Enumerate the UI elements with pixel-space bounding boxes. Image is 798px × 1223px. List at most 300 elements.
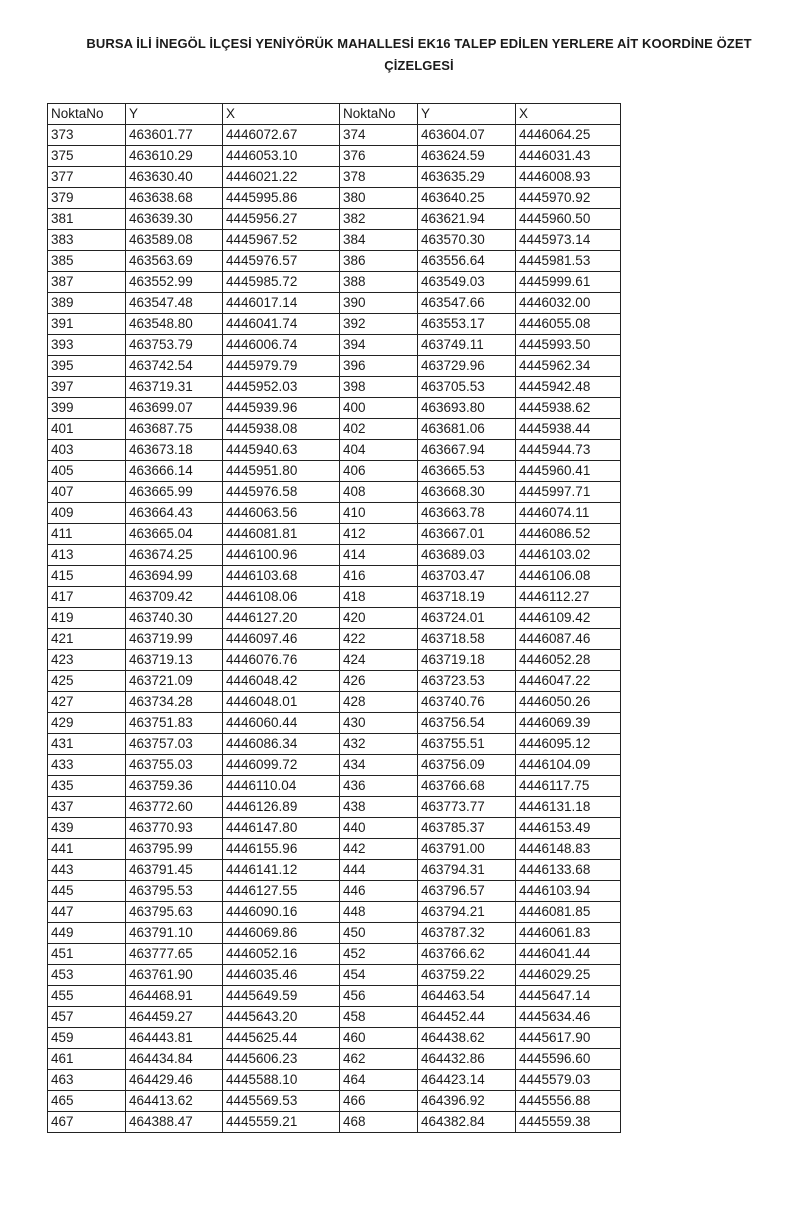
table-row (48, 608, 621, 629)
table-cell: 429 (48, 713, 126, 734)
table-cell: 4445588.10 (223, 1070, 340, 1091)
table-cell: 403 (48, 440, 126, 461)
table-cell: 388 (340, 272, 418, 293)
table-cell: 428 (340, 692, 418, 713)
table-cell: 423 (48, 650, 126, 671)
table-cell: 438 (340, 797, 418, 818)
table-cell: 4445944.73 (516, 440, 621, 461)
table-cell: 463753.79 (126, 335, 223, 356)
table-cell: 408 (340, 482, 418, 503)
table-cell: 463667.01 (418, 524, 516, 545)
table-cell: 420 (340, 608, 418, 629)
table-cell: 463639.30 (126, 209, 223, 230)
table-cell: 459 (48, 1028, 126, 1049)
table-cell: 415 (48, 566, 126, 587)
table-cell: 4445569.53 (223, 1091, 340, 1112)
table-cell: 4446095.12 (516, 734, 621, 755)
table-row (48, 188, 621, 209)
table-cell: 463665.04 (126, 524, 223, 545)
table-cell: 4445647.14 (516, 986, 621, 1007)
table-row (48, 1112, 621, 1133)
table-row (48, 1049, 621, 1070)
table-row (48, 167, 621, 188)
table-cell: 4446108.06 (223, 587, 340, 608)
table-cell: 4446008.93 (516, 167, 621, 188)
table-cell: 433 (48, 755, 126, 776)
table-row (48, 335, 621, 356)
table-row (48, 251, 621, 272)
table-cell: 463794.31 (418, 860, 516, 881)
table-row (48, 503, 621, 524)
table-row (48, 419, 621, 440)
table-cell: 449 (48, 923, 126, 944)
table-cell: 441 (48, 839, 126, 860)
table-cell: 393 (48, 335, 126, 356)
table-cell: 430 (340, 713, 418, 734)
table-row (48, 1070, 621, 1091)
table-cell: 4445942.48 (516, 377, 621, 398)
table-cell: 463756.54 (418, 713, 516, 734)
table-cell: 463601.77 (126, 125, 223, 146)
table-cell: 457 (48, 1007, 126, 1028)
table-cell: 4446103.68 (223, 566, 340, 587)
table-cell: 4446117.75 (516, 776, 621, 797)
table-cell: 462 (340, 1049, 418, 1070)
table-cell: 405 (48, 461, 126, 482)
table-cell: 463721.09 (126, 671, 223, 692)
table-cell: 4446090.16 (223, 902, 340, 923)
table-cell: 463673.18 (126, 440, 223, 461)
table-cell: 395 (48, 356, 126, 377)
table-row (48, 923, 621, 944)
table-cell: 463610.29 (126, 146, 223, 167)
table-cell: 375 (48, 146, 126, 167)
table-cell: 424 (340, 650, 418, 671)
table-cell: 4446052.28 (516, 650, 621, 671)
table-cell: 4445993.50 (516, 335, 621, 356)
table-cell: 4446041.44 (516, 944, 621, 965)
table-row (48, 293, 621, 314)
table-row (48, 146, 621, 167)
table-cell: 419 (48, 608, 126, 629)
table-cell: 387 (48, 272, 126, 293)
table-cell: 4445976.57 (223, 251, 340, 272)
table-header-row (48, 104, 621, 125)
table-cell: 4446131.18 (516, 797, 621, 818)
table-row (48, 314, 621, 335)
table-cell: 463719.13 (126, 650, 223, 671)
table-cell: 464443.81 (126, 1028, 223, 1049)
table-cell: 4445970.92 (516, 188, 621, 209)
table-cell: 4446109.42 (516, 608, 621, 629)
table-cell: 463751.83 (126, 713, 223, 734)
table-row (48, 734, 621, 755)
table-cell: 463718.19 (418, 587, 516, 608)
table-cell: 463759.36 (126, 776, 223, 797)
table-row (48, 1007, 621, 1028)
table-cell: 4445634.46 (516, 1007, 621, 1028)
table-cell: 463689.03 (418, 545, 516, 566)
table-cell: 4446072.67 (223, 125, 340, 146)
table-cell: 4446127.55 (223, 881, 340, 902)
table-row (48, 860, 621, 881)
table-cell: 384 (340, 230, 418, 251)
table-cell: 4446086.52 (516, 524, 621, 545)
table-cell: 396 (340, 356, 418, 377)
table-cell: 464432.86 (418, 1049, 516, 1070)
table-row (48, 671, 621, 692)
table-cell: 437 (48, 797, 126, 818)
table-cell: 463766.68 (418, 776, 516, 797)
column-header: NoktaNo (48, 104, 126, 125)
table-row (48, 482, 621, 503)
table-cell: 4445979.79 (223, 356, 340, 377)
table-cell: 4446086.34 (223, 734, 340, 755)
table-cell: 463755.51 (418, 734, 516, 755)
table-cell: 390 (340, 293, 418, 314)
table-cell: 463724.01 (418, 608, 516, 629)
table-cell: 411 (48, 524, 126, 545)
table-cell: 4446110.04 (223, 776, 340, 797)
table-cell: 463723.53 (418, 671, 516, 692)
table-cell: 463668.30 (418, 482, 516, 503)
table-row (48, 125, 621, 146)
table-row (48, 944, 621, 965)
table-row (48, 818, 621, 839)
table-cell: 463 (48, 1070, 126, 1091)
table-row (48, 839, 621, 860)
table-cell: 398 (340, 377, 418, 398)
table-cell: 4446063.56 (223, 503, 340, 524)
table-cell: 467 (48, 1112, 126, 1133)
table-cell: 4446017.14 (223, 293, 340, 314)
table-cell: 4446103.02 (516, 545, 621, 566)
table-cell: 463794.21 (418, 902, 516, 923)
table-row (48, 440, 621, 461)
coordinate-table (47, 103, 621, 1133)
table-cell: 463547.48 (126, 293, 223, 314)
table-cell: 463766.62 (418, 944, 516, 965)
table-cell: 378 (340, 167, 418, 188)
table-cell: 464429.46 (126, 1070, 223, 1091)
table-cell: 463674.25 (126, 545, 223, 566)
table-cell: 468 (340, 1112, 418, 1133)
table-cell: 463791.45 (126, 860, 223, 881)
table-cell: 463638.68 (126, 188, 223, 209)
table-row (48, 965, 621, 986)
table-cell: 463791.00 (418, 839, 516, 860)
table-cell: 4446112.27 (516, 587, 621, 608)
table-cell: 389 (48, 293, 126, 314)
table-cell: 463665.53 (418, 461, 516, 482)
table-cell: 418 (340, 587, 418, 608)
table-cell: 4446060.44 (223, 713, 340, 734)
table-cell: 4445999.61 (516, 272, 621, 293)
table-cell: 463742.54 (126, 356, 223, 377)
table-cell: 464452.44 (418, 1007, 516, 1028)
table-row (48, 902, 621, 923)
table-cell: 463773.77 (418, 797, 516, 818)
table-cell: 461 (48, 1049, 126, 1070)
table-row (48, 587, 621, 608)
document-title (40, 33, 798, 77)
table-cell: 463640.25 (418, 188, 516, 209)
table-row (48, 986, 621, 1007)
table-cell: 427 (48, 692, 126, 713)
table-cell: 4445938.44 (516, 419, 621, 440)
title-line-1: BURSA İLİ İNEGÖL İLÇESİ YENİYÖRÜK MAHALLESİ EK16 TALEP EDİLEN YERLERE AİT KOORDİNE ÖZET (86, 36, 752, 51)
table-cell: 463796.57 (418, 881, 516, 902)
table-cell: 4446029.25 (516, 965, 621, 986)
table-cell: 463729.96 (418, 356, 516, 377)
table-cell: 4446103.94 (516, 881, 621, 902)
table-cell: 464 (340, 1070, 418, 1091)
table-cell: 397 (48, 377, 126, 398)
column-header: X (223, 104, 340, 125)
table-cell: 4445596.60 (516, 1049, 621, 1070)
table-cell: 4445960.50 (516, 209, 621, 230)
table-cell: 406 (340, 461, 418, 482)
table-cell: 394 (340, 335, 418, 356)
table-cell: 4446069.86 (223, 923, 340, 944)
table-cell: 463553.17 (418, 314, 516, 335)
table-cell: 463719.31 (126, 377, 223, 398)
table-row (48, 566, 621, 587)
table-cell: 463795.53 (126, 881, 223, 902)
table-cell: 463589.08 (126, 230, 223, 251)
table-cell: 377 (48, 167, 126, 188)
table-cell: 4445559.38 (516, 1112, 621, 1133)
table-cell: 4445956.27 (223, 209, 340, 230)
table-cell: 426 (340, 671, 418, 692)
table-cell: 463719.99 (126, 629, 223, 650)
table-cell: 412 (340, 524, 418, 545)
table-cell: 4446141.12 (223, 860, 340, 881)
column-header: Y (418, 104, 516, 125)
table-cell: 463570.30 (418, 230, 516, 251)
table-cell: 4445625.44 (223, 1028, 340, 1049)
table-cell: 4445973.14 (516, 230, 621, 251)
table-cell: 4446133.68 (516, 860, 621, 881)
table-cell: 463604.07 (418, 125, 516, 146)
table-cell: 383 (48, 230, 126, 251)
table-cell: 463759.22 (418, 965, 516, 986)
table-cell: 453 (48, 965, 126, 986)
table-row (48, 776, 621, 797)
table-cell: 4446148.83 (516, 839, 621, 860)
table-cell: 463624.59 (418, 146, 516, 167)
table-cell: 416 (340, 566, 418, 587)
table-row (48, 461, 621, 482)
table-cell: 463791.10 (126, 923, 223, 944)
column-header: Y (126, 104, 223, 125)
table-cell: 463777.65 (126, 944, 223, 965)
table-cell: 402 (340, 419, 418, 440)
table-cell: 463709.42 (126, 587, 223, 608)
table-cell: 463687.75 (126, 419, 223, 440)
table-cell: 373 (48, 125, 126, 146)
table-cell: 4445951.80 (223, 461, 340, 482)
table-cell: 463666.14 (126, 461, 223, 482)
table-cell: 464459.27 (126, 1007, 223, 1028)
table-cell: 436 (340, 776, 418, 797)
table-cell: 451 (48, 944, 126, 965)
table-cell: 4446126.89 (223, 797, 340, 818)
table-cell: 407 (48, 482, 126, 503)
table-cell: 417 (48, 587, 126, 608)
table-cell: 456 (340, 986, 418, 1007)
table-cell: 4446127.20 (223, 608, 340, 629)
table-cell: 4446097.46 (223, 629, 340, 650)
table-cell: 4445960.41 (516, 461, 621, 482)
table-cell: 379 (48, 188, 126, 209)
table-cell: 376 (340, 146, 418, 167)
table-cell: 4445617.90 (516, 1028, 621, 1049)
table-cell: 463718.58 (418, 629, 516, 650)
table-cell: 463630.40 (126, 167, 223, 188)
table-cell: 463772.60 (126, 797, 223, 818)
table-cell: 4445579.03 (516, 1070, 621, 1091)
table-cell: 4446031.43 (516, 146, 621, 167)
table-cell: 421 (48, 629, 126, 650)
table-cell: 4446099.72 (223, 755, 340, 776)
table-cell: 414 (340, 545, 418, 566)
table-cell: 4445939.96 (223, 398, 340, 419)
column-header: NoktaNo (340, 104, 418, 125)
table-cell: 4446081.81 (223, 524, 340, 545)
table-cell: 4445556.88 (516, 1091, 621, 1112)
table-cell: 4445967.52 (223, 230, 340, 251)
table-cell: 455 (48, 986, 126, 1007)
table-cell: 463755.03 (126, 755, 223, 776)
table-cell: 4446081.85 (516, 902, 621, 923)
table-cell: 464382.84 (418, 1112, 516, 1133)
table-cell: 4446048.42 (223, 671, 340, 692)
table-cell: 4446087.46 (516, 629, 621, 650)
table-cell: 435 (48, 776, 126, 797)
table-cell: 4446055.08 (516, 314, 621, 335)
table-cell: 463734.28 (126, 692, 223, 713)
table-cell: 4445997.71 (516, 482, 621, 503)
table-cell: 401 (48, 419, 126, 440)
table-cell: 4446147.80 (223, 818, 340, 839)
table-cell: 463787.32 (418, 923, 516, 944)
table-cell: 4445940.63 (223, 440, 340, 461)
table-cell: 4445985.72 (223, 272, 340, 293)
table-cell: 4445938.08 (223, 419, 340, 440)
table-cell: 382 (340, 209, 418, 230)
table-cell: 464463.54 (418, 986, 516, 1007)
table-cell: 463795.99 (126, 839, 223, 860)
table-row (48, 1091, 621, 1112)
table-cell: 463693.80 (418, 398, 516, 419)
table-cell: 450 (340, 923, 418, 944)
table-row (48, 398, 621, 419)
table-row (48, 356, 621, 377)
table-cell: 4446052.16 (223, 944, 340, 965)
table-cell: 463552.99 (126, 272, 223, 293)
table-cell: 463563.69 (126, 251, 223, 272)
table-cell: 4445952.03 (223, 377, 340, 398)
table-cell: 463547.66 (418, 293, 516, 314)
table-cell: 4446076.76 (223, 650, 340, 671)
table-row (48, 755, 621, 776)
table-cell: 4445559.21 (223, 1112, 340, 1133)
table-body (48, 125, 621, 1133)
table-cell: 460 (340, 1028, 418, 1049)
table-cell: 463703.47 (418, 566, 516, 587)
table-cell: 463705.53 (418, 377, 516, 398)
table-cell: 466 (340, 1091, 418, 1112)
table-cell: 4446104.09 (516, 755, 621, 776)
table-cell: 431 (48, 734, 126, 755)
table-cell: 4446053.10 (223, 146, 340, 167)
table-cell: 463556.64 (418, 251, 516, 272)
table-cell: 4446047.22 (516, 671, 621, 692)
table-cell: 464468.91 (126, 986, 223, 1007)
table-cell: 463770.93 (126, 818, 223, 839)
table-cell: 4446153.49 (516, 818, 621, 839)
table-cell: 463719.18 (418, 650, 516, 671)
table-cell: 463667.94 (418, 440, 516, 461)
table-cell: 448 (340, 902, 418, 923)
table-row (48, 524, 621, 545)
table-cell: 409 (48, 503, 126, 524)
table-cell: 464413.62 (126, 1091, 223, 1112)
table-cell: 463785.37 (418, 818, 516, 839)
table-cell: 458 (340, 1007, 418, 1028)
table-cell: 4446006.74 (223, 335, 340, 356)
table-cell: 465 (48, 1091, 126, 1112)
table-cell: 4446064.25 (516, 125, 621, 146)
table-cell: 4446041.74 (223, 314, 340, 335)
table-cell: 413 (48, 545, 126, 566)
table-cell: 392 (340, 314, 418, 335)
table-cell: 439 (48, 818, 126, 839)
table-cell: 434 (340, 755, 418, 776)
table-cell: 463548.80 (126, 314, 223, 335)
table-row (48, 797, 621, 818)
table-cell: 464396.92 (418, 1091, 516, 1112)
table-cell: 410 (340, 503, 418, 524)
table-cell: 463795.63 (126, 902, 223, 923)
table-cell: 463749.11 (418, 335, 516, 356)
table-cell: 391 (48, 314, 126, 335)
table-cell: 4445643.20 (223, 1007, 340, 1028)
table-cell: 4446061.83 (516, 923, 621, 944)
table-cell: 404 (340, 440, 418, 461)
table-cell: 4446048.01 (223, 692, 340, 713)
table-cell: 425 (48, 671, 126, 692)
table-cell: 4446035.46 (223, 965, 340, 986)
table-row (48, 881, 621, 902)
table-cell: 463681.06 (418, 419, 516, 440)
table-cell: 463756.09 (418, 755, 516, 776)
table-cell: 463665.99 (126, 482, 223, 503)
table-cell: 464423.14 (418, 1070, 516, 1091)
table-cell: 463635.29 (418, 167, 516, 188)
table-cell: 4445938.62 (516, 398, 621, 419)
table-cell: 4446032.00 (516, 293, 621, 314)
table-cell: 463740.30 (126, 608, 223, 629)
table-cell: 464388.47 (126, 1112, 223, 1133)
table-cell: 4446100.96 (223, 545, 340, 566)
table-cell: 4446050.26 (516, 692, 621, 713)
table-cell: 443 (48, 860, 126, 881)
table-cell: 422 (340, 629, 418, 650)
table-row (48, 713, 621, 734)
table-cell: 463664.43 (126, 503, 223, 524)
